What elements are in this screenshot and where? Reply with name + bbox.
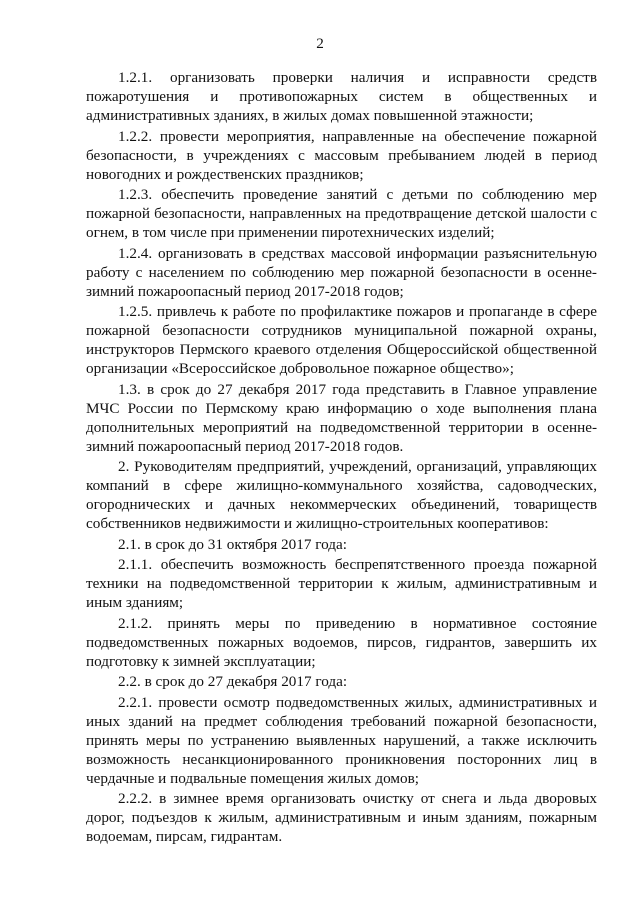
paragraph-1-2-1: 1.2.1. организовать проверки наличия и исправности средств пожаротушения и противопожарных систем в общественных и административных зданиях, в жилых домах повышенной этажности; xyxy=(86,69,597,124)
paragraph-1-2-4: 1.2.4. организовать в средствах массовой информации разъяснительную работу с населением по соблюдению мер пожарной безопасности в осенне-зимний пожароопасный период 2017-2018 годов; xyxy=(86,244,597,300)
paragraph-2-1-1: 2.1.1. обеспечить возможность беспрепятственного проезда пожарной техники на подведомственной территории к жилым, административным и иным зданиям; xyxy=(86,556,597,611)
paragraph-2-2-2: 2.2.2. в зимнее время организовать очистку от снега и льда дворовых дорог, подъездов к жилым, административным и иным зданиям, пожарным водоемам, пирсам, гидрантам. xyxy=(86,790,597,845)
paragraph-2: 2. Руководителям предприятий, учреждений, организаций, управляющих компаний в сфере жилищно-коммунального хозяйства, садоводческих, огороднических и дачных некоммерческих объединений, товариществ собственников недвижимости и жилищно-строительных кооперативов: xyxy=(86,458,597,532)
paragraph-2-2-1: 2.2.1. провести осмотр подведомственных жилых, административных и иных зданий на предмет соблюдения требований пожарной безопасности, принять меры по устранению выявленных нарушений, а также исключить возможность несанкционированного проникновения посторонних лиц в чердачные и подвальные помещения жилых домов; xyxy=(86,693,597,787)
paragraph-2-1: 2.1. в срок до 31 октября 2017 года: xyxy=(118,535,347,553)
page-number: 2 xyxy=(316,35,324,52)
paragraph-1-2-3: 1.2.3. обеспечить проведение занятий с детьми по соблюдению мер пожарной безопасности, направленных на предотвращение детской шалости с огнем, в том числе при применении пиротехнических изделий; xyxy=(86,186,597,241)
paragraph-1-3: 1.3. в срок до 27 декабря 2017 года представить в Главное управление МЧС России по Пермскому краю информацию о ходе выполнения плана дополнительных мероприятий на подведомственной территории в осенне-зимний пожароопасный период 2017-2018 годов. xyxy=(86,380,597,455)
paragraph-1-2-2: 1.2.2. провести мероприятия, направленные на обеспечение пожарной безопасности, в учреждениях с массовым пребыванием людей в период новогодних и рождественских праздников; xyxy=(86,127,597,183)
paragraph-2-1-2: 2.1.2. принять меры по приведению в нормативное состояние подведомственных пожарных водоемов, пирсов, гидрантов, завершить их подготовку к зимней эксплуатации; xyxy=(86,614,597,670)
paragraph-1-2-5: 1.2.5. привлечь к работе по профилактике пожаров и пропаганде в сфере пожарной безопасности сотрудников муниципальной пожарной охраны, инструкторов Пермского краевого отделения Общероссийской общественной организации «Всероссийское добровольное пожарное общество»; xyxy=(86,303,597,377)
paragraph-2-2: 2.2. в срок до 27 декабря 2017 года: xyxy=(118,673,348,690)
document-body xyxy=(86,68,597,848)
